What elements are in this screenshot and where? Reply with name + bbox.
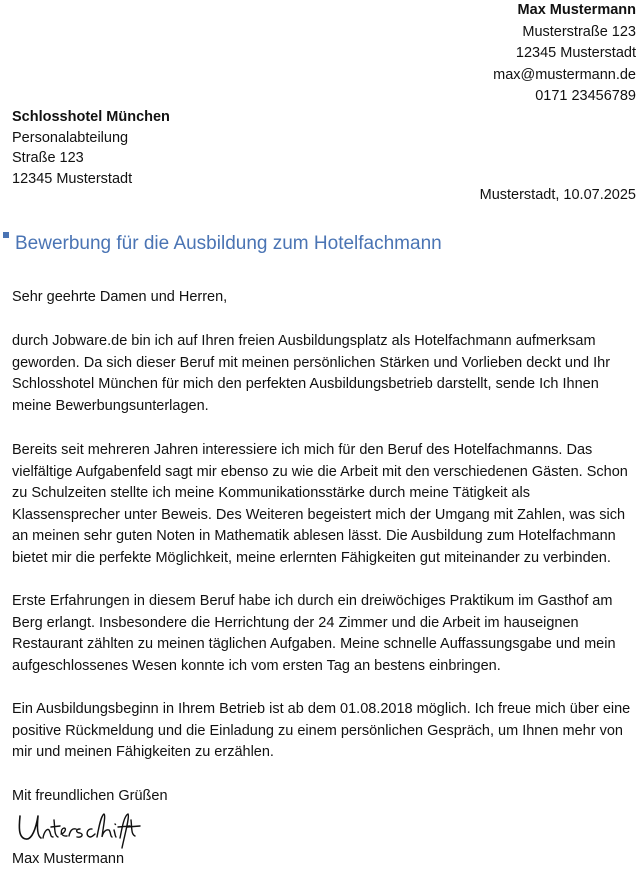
sender-street: Musterstraße 123 xyxy=(522,23,636,40)
closing xyxy=(12,786,636,808)
handwritten-signature xyxy=(14,808,144,854)
salutation xyxy=(12,287,636,309)
body-paragraph-2 xyxy=(12,440,636,570)
sender-address-block xyxy=(493,0,636,108)
recipient-department: Personalabteilung xyxy=(12,129,129,146)
recipient-address-block xyxy=(12,107,170,189)
signer-name: Max Mustermann xyxy=(12,851,125,867)
paragraph-text: Bereits seit mehreren Jahren interessiere ich mich für den Beruf des Hotelfachmanns. Das vielfältige Aufgabenfeld sagt mir ebenso zu wie die Arbeit mit den verschiedenen Gästen. Schon zu Schulzeiten stellte ich meine Kommunikationsstärke durch meine Tätigkeit als Klassensprecher unter Beweis. Des Weiteren begeistert mich der Umgang mit Zahlen, was sich an meinen sehr guten Noten in Mathematik ablesen lässt. Die Ausbildung zum Hotelfachmann bietet mir die perfekte Möglichkeit, meine erlernten Fähigkeiten gut miteinander zu verbinden. xyxy=(12,442,628,566)
subject-marker xyxy=(3,232,9,238)
paragraph-text: Ein Ausbildungsbeginn in Ihrem Betrieb ist ab dem 01.08.2018 möglich. Ich freue mich über eine positive Rückmeldung und die Einladung zu einem persönlichen Gespräch, um Ihnen mehr von mir und meinen Fähigkeiten zu erzählen. xyxy=(12,701,631,761)
paragraph-text: Erste Erfahrungen in diesem Beruf habe ich durch ein dreiwöchiges Praktikum im Gasthof am Berg erlangt. Insbesondere die Herrichtung der 24 Zimmer und die Arbeit im hauseignen Restaurant zählten zu meinen täglichen Aufgaben. Meine schnelle Auffassungsgabe und mein aufgeschlossenes Wesen konnte ich vom ersten Tag an bestens einbringen. xyxy=(12,593,616,674)
sender-phone: 0171 23456789 xyxy=(535,88,636,104)
recipient-city: 12345 Musterstadt xyxy=(12,170,133,187)
date-line: Musterstadt, 10.07.2025 xyxy=(479,187,636,203)
salutation-text: Sehr geehrte Damen und Herren, xyxy=(12,289,228,305)
recipient-street: Straße 123 xyxy=(12,150,84,166)
recipient-company: Schlosshotel München xyxy=(12,109,170,125)
sender-city: 12345 Musterstadt xyxy=(515,45,636,61)
paragraph-text: durch Jobware.de bin ich auf Ihren freien Ausbildungsplatz als Hotelfachmann aufmerksam geworden. Da sich dieser Beruf mit meinen persönlichen Stärken und Vorlieben deckt und Ihr Schlosshotel München für mich den perfekten Ausbildungsbetrieb darstellt, sende Ich Ihnen meine Bewerbungsunterlagen. xyxy=(12,333,611,414)
body-paragraph-3 xyxy=(12,591,636,677)
body-paragraph-1 xyxy=(12,331,636,417)
sender-name: Max Mustermann xyxy=(517,2,636,18)
closing-text: Mit freundlichen Grüßen xyxy=(12,788,168,804)
sender-email: max@mustermann.de xyxy=(493,66,636,83)
subject-heading: Bewerbung für die Ausbildung zum Hotelfachmann xyxy=(15,233,442,254)
body-paragraph-4 xyxy=(12,699,636,764)
